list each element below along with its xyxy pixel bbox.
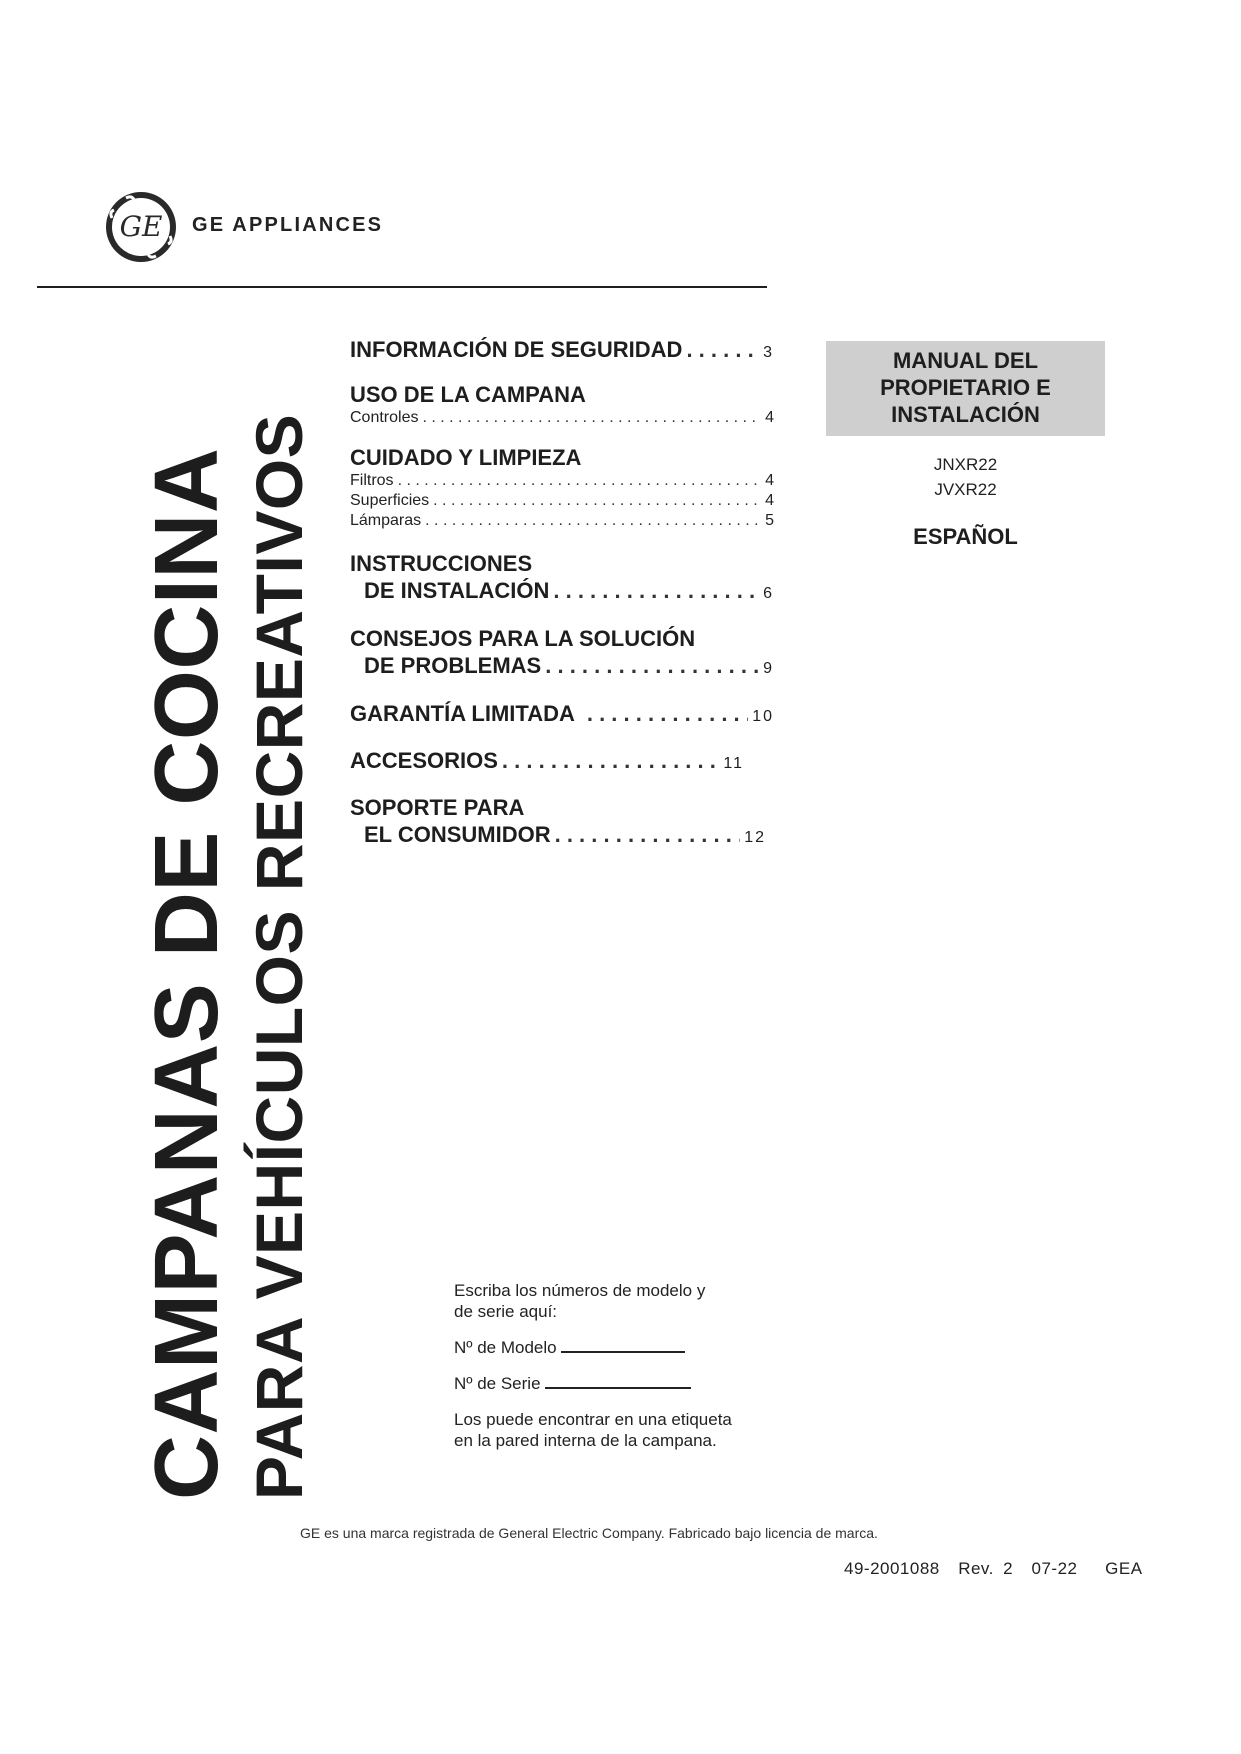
model-number-label: Nº de Modelo: [454, 1338, 557, 1357]
toc-label-cont: EL CONSUMIDOR: [364, 822, 551, 847]
toc-label-cont: DE PROBLEMAS: [364, 653, 542, 678]
brand-name: GE APPLIANCES: [192, 214, 384, 236]
toc-use[interactable]: [350, 381, 774, 428]
toc-sub-item[interactable]: [350, 511, 774, 531]
toc-label: INFORMACIÓN DE SEGURIDAD: [350, 337, 683, 362]
toc-page: 12: [744, 829, 766, 846]
toc-sub-item[interactable]: [350, 471, 774, 491]
toc-page: 4: [765, 472, 774, 489]
model-number: JNXR22: [933, 455, 998, 474]
toc-label-cont: DE INSTALACIÓN: [364, 578, 550, 603]
toc-sub-item[interactable]: [350, 408, 774, 428]
toc-troubleshooting[interactable]: [350, 625, 774, 682]
leader-dots: [541, 652, 759, 679]
model-number: JVXR22: [934, 480, 997, 499]
header-divider: [37, 286, 767, 288]
model-number-blank: [561, 1337, 685, 1353]
title-line-1: CAMPANAS DE COCINA: [137, 447, 237, 1500]
toc-page: 10: [752, 708, 774, 725]
toc-sub-label: Superficies: [350, 492, 430, 509]
toc-accessories[interactable]: [350, 747, 774, 777]
serial-info: [454, 1280, 794, 1451]
toc-page: 4: [765, 492, 774, 509]
leader-dots: [498, 747, 719, 774]
toc-page: 9: [763, 660, 774, 677]
serial-note-line-1: Los puede encontrar en una etiqueta: [454, 1410, 732, 1429]
serial-intro-line-1: Escriba los números de modelo y: [454, 1281, 706, 1300]
toc-sub-label: Lámparas: [350, 512, 422, 529]
toc-label: GARANTÍA LIMITADA: [350, 701, 575, 726]
serial-note-line-2: en la pared interna de la campana.: [454, 1431, 717, 1450]
leader-dots: [682, 336, 759, 363]
leader-dots: [551, 821, 741, 848]
trademark-notice: GE es una marca registrada de General Electric Company. Fabricado bajo licencia de marca.: [300, 1525, 878, 1541]
toc-support[interactable]: [350, 794, 774, 851]
toc-warranty[interactable]: [350, 700, 774, 730]
language-label: ESPAÑOL: [913, 524, 1018, 549]
toc-label: USO DE LA CAMPANA: [350, 382, 586, 407]
toc-label: INSTRUCCIONES: [350, 551, 533, 576]
serial-intro-line-2: de serie aquí:: [454, 1302, 558, 1321]
toc-safety[interactable]: [350, 336, 774, 366]
ge-logo: [104, 190, 178, 264]
manual-box-line-1: MANUAL DEL: [892, 348, 1039, 373]
document-number: 49-2001088 Rev. 2 07-22 GEA: [844, 1559, 1143, 1578]
serial-number-label: Nº de Serie: [454, 1374, 541, 1393]
toc-sub-label: Filtros: [350, 472, 394, 489]
toc-install[interactable]: [350, 550, 774, 607]
table-of-contents: [350, 336, 774, 851]
model-list: [826, 452, 1105, 502]
serial-number-field: [454, 1373, 794, 1394]
ge-logo-text: GE: [119, 210, 163, 243]
manual-type-box: [826, 341, 1105, 436]
toc-sub-item[interactable]: [350, 491, 774, 511]
title-line-2: PARA VEHÍCULOS RECREATIVOS: [242, 413, 316, 1500]
toc-label: ACCESORIOS: [350, 748, 498, 773]
leader-dots: [418, 408, 761, 428]
model-number-field: [454, 1337, 794, 1358]
toc-label: CONSEJOS PARA LA SOLUCIÓN: [350, 626, 696, 651]
toc-page: 4: [765, 409, 774, 426]
toc-page: 11: [723, 755, 744, 772]
toc-page: 5: [765, 512, 774, 529]
leader-dots: [575, 700, 748, 727]
leader-dots: [394, 471, 762, 491]
toc-label: CUIDADO Y LIMPIEZA: [350, 445, 582, 470]
toc-label: SOPORTE PARA: [350, 795, 525, 820]
manual-box-line-2: PROPIETARIO E: [880, 375, 1051, 400]
leader-dots: [429, 491, 761, 511]
manual-box-line-3: INSTALACIÓN: [891, 402, 1040, 427]
toc-page: 3: [763, 344, 774, 361]
toc-page: 6: [763, 585, 774, 602]
serial-number-blank: [545, 1373, 691, 1389]
toc-sub-label: Controles: [350, 409, 419, 426]
toc-care[interactable]: [350, 444, 774, 531]
leader-dots: [549, 577, 759, 604]
leader-dots: [421, 511, 761, 531]
